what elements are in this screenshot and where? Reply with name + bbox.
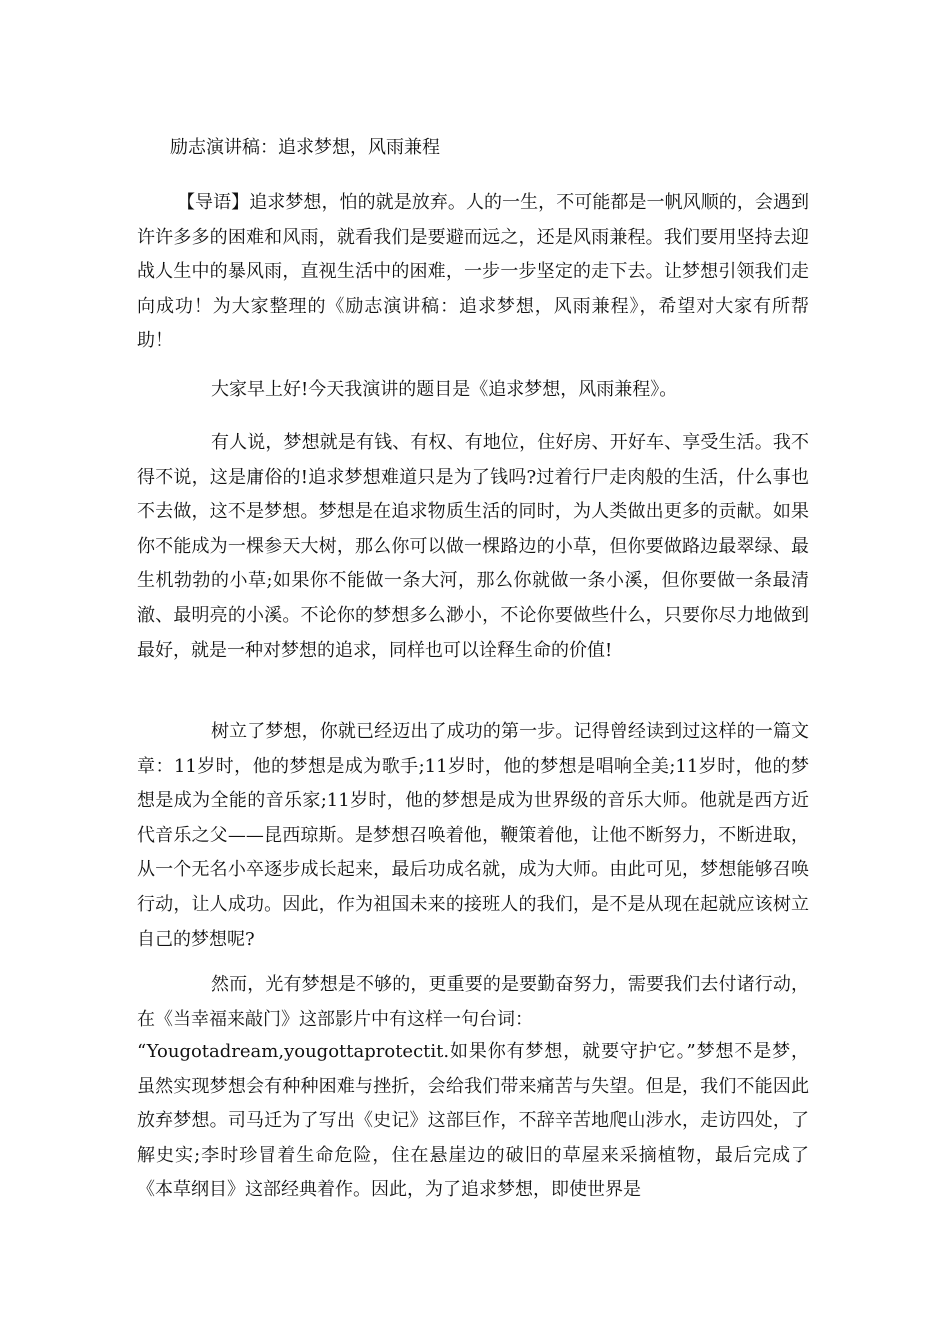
body-paragraph-4: “Yougotadream,yougottaprotectit.如果你有梦想，就要守护它。”梦想不是梦，虽然实现梦想会有种种困难与挫折，会给我们带来痛苦与失望。但是，我们不能因此放弃梦想。司马迁为了写出《史记》这部巨作，不辞辛苦地爬山涉水，走访四处，了解史实;李时珍冒着生命危险，住在悬崖边的破旧的草屋来采摘植物，最后完成了《本草纲目》这部经典着作。因此，为了追求梦想，即使世界是 xyxy=(137,1041,809,1201)
document-title: 励志演讲稿：追求梦想，风雨兼程 xyxy=(170,137,440,158)
body-paragraph-1: 有人说，梦想就是有钱、有权、有地位，住好房、开好车、享受生活。我不得不说，这是庸俗的!追求梦想难道只是为了钱吗?过着行尸走肉般的生活，什么事也不去做，这不是梦想。梦想是在追求物质生活的同时，为人类做出更多的贡献。如果你不能成为一棵参天大树，那么你可以做一棵路边的小草，但你要做路边最翠绿、最生机勃勃的小草;如果你不能做一条大河，那么你就做一条小溪，但你要做一条最清澈、最明亮的小溪。不论你的梦想多么渺小，不论你要做些什么，只要你尽力地做到最好，就是一种对梦想的追求，同样也可以诠释生命的价值! xyxy=(137,432,809,661)
body-paragraph-3: 然而，光有梦想是不够的，更重要的是要勤奋努力，需要我们去付诸行动，在《当幸福来敲门》这部影片中有这样一句台词： xyxy=(137,974,809,1030)
intro-paragraph: 【导语】追求梦想，怕的就是放弃。人的一生，不可能都是一帆风顺的，会遇到许许多多的困难和风雨，就看我们是要避而远之，还是风雨兼程。我们要用坚持去迎战人生中的暴风雨，直视生活中的困难，一步一步坚定的走下去。让梦想引领我们走向成功！为大家整理的《励志演讲稿：追求梦想，风雨兼程》，希望对大家有所帮助！ xyxy=(137,192,809,352)
greeting-paragraph: 大家早上好!今天我演讲的题目是《追求梦想，风雨兼程》。 xyxy=(211,379,678,400)
body-paragraph-2: 树立了梦想，你就已经迈出了成功的第一步。记得曾经读到过这样的一篇文章：11岁时，他的梦想是成为歌手;11岁时，他的梦想是唱响全美;11岁时，他的梦想是成为全能的音乐家;11岁时，他的梦想是成为世界级的音乐大师。他就是西方近代音乐之父——昆西琼斯。是梦想召唤着他，鞭策着他，让他不断努力，不断进取，从一个无名小卒逐步成长起来，最后功成名就，成为大师。由此可见，梦想能够召唤行动，让人成功。因此，作为祖国未来的接班人的我们，是不是从现在起就应该树立自己的梦想呢? xyxy=(137,721,809,950)
